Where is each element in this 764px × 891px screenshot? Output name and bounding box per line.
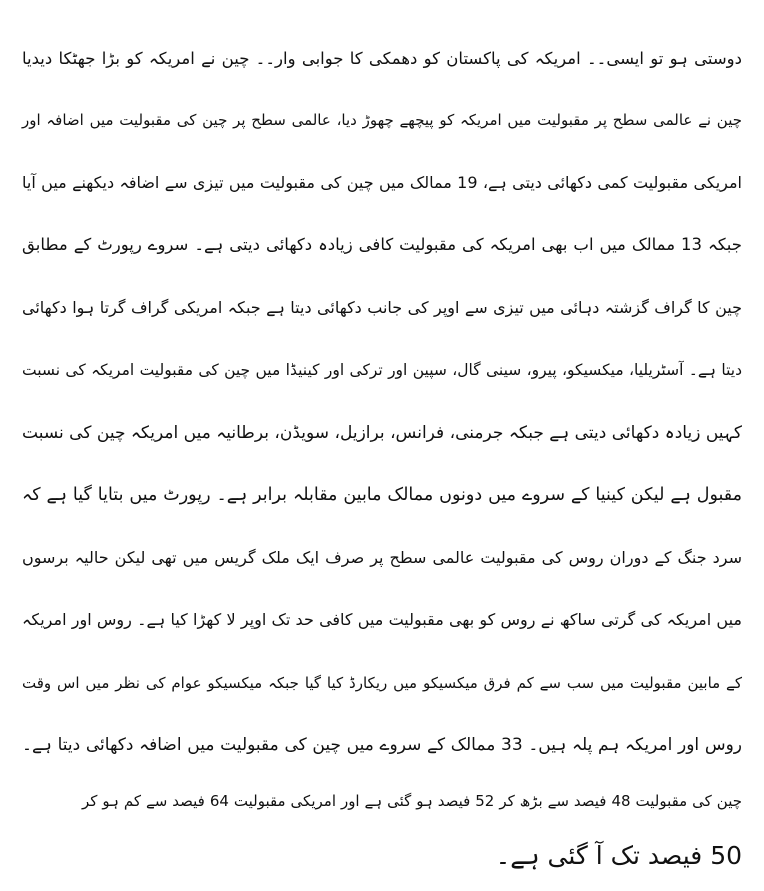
body-line-5: دیتا ہے۔ آسٹریلیا، میکسیکو، پیرو، سینی گال، سپین اور ترکی اور کینیڈا میں چین کی مقبولیت امریکہ کی نسبت (22, 361, 742, 379)
headline-line: دوستی ہو تو ایسی۔۔ امریکہ کی پاکستان کو دھمکی کا جوابی وار۔۔ چین نے امریکہ کو بڑا جھٹکا دیدیا (22, 49, 742, 68)
body-line-4: چین کا گراف گزشتہ دہائی میں تیزی سے اوپر کی جانب دکھائی دیتا ہے جبکہ امریکی گراف گرتا ہوا دکھائی (22, 298, 742, 317)
body-line-7: مقبول ہے لیکن کینیا کے سروے میں دونوں ممالک مابین مقابلہ برابر ہے۔ رپورٹ میں بتایا گیا ہے کہ (22, 485, 742, 505)
body-line-13: 50 فیصد تک آ گئی ہے۔ (495, 841, 742, 870)
body-line-1: چین نے عالمی سطح پر مقبولیت میں امریکہ کو پیچھے چھوڑ دیا، عالمی سطح پر چین کی مقبولیت میں اضافہ اور (22, 111, 742, 129)
body-line-12: چین کی مقبولیت 48 فیصد سے بڑھ کر 52 فیصد ہو گئی ہے اور امریکی مقبولیت 64 فیصد سے کم ہو کر (82, 792, 742, 810)
body-line-3: جبکہ 13 ممالک میں اب بھی امریکہ کی مقبولیت کافی زیادہ دکھائی دیتی ہے۔ سروے رپورٹ کے مطابق (22, 235, 742, 254)
body-line-2: امریکی مقبولیت کمی دکھائی دیتی ہے، 19 ممالک میں چین کی مقبولیت میں تیزی سے اضافہ دیکھنے میں آیا (22, 173, 742, 192)
body-line-9: میں امریکہ کی گرتی ساکھ نے روس کو بھی مقبولیت میں کافی حد تک اوپر لا کھڑا کیا ہے۔ روس اور امریکہ (22, 610, 742, 629)
body-line-6: کہیں زیادہ دکھائی دیتی ہے جبکہ جرمنی، فرانس، برازیل، سویڈن، برطانیہ میں امریکہ چین کی نسبت (22, 423, 742, 443)
body-line-8: سرد جنگ کے دوران روس کی مقبولیت عالمی سطح پر صرف ایک ملک گریس میں تھی لیکن حالیہ برسوں (22, 548, 742, 567)
body-line-11: روس اور امریکہ ہم پلہ ہیں۔ 33 ممالک کے سروے میں چین کی مقبولیت میں اضافہ دکھائی دیتا ہے۔ (22, 735, 742, 755)
body-line-10: کے مابین مقبولیت میں سب سے کم فرق میکسیکو میں ریکارڈ کیا گیا جبکہ میکسیکو عوام کی نظر میں اس وقت (22, 674, 742, 692)
